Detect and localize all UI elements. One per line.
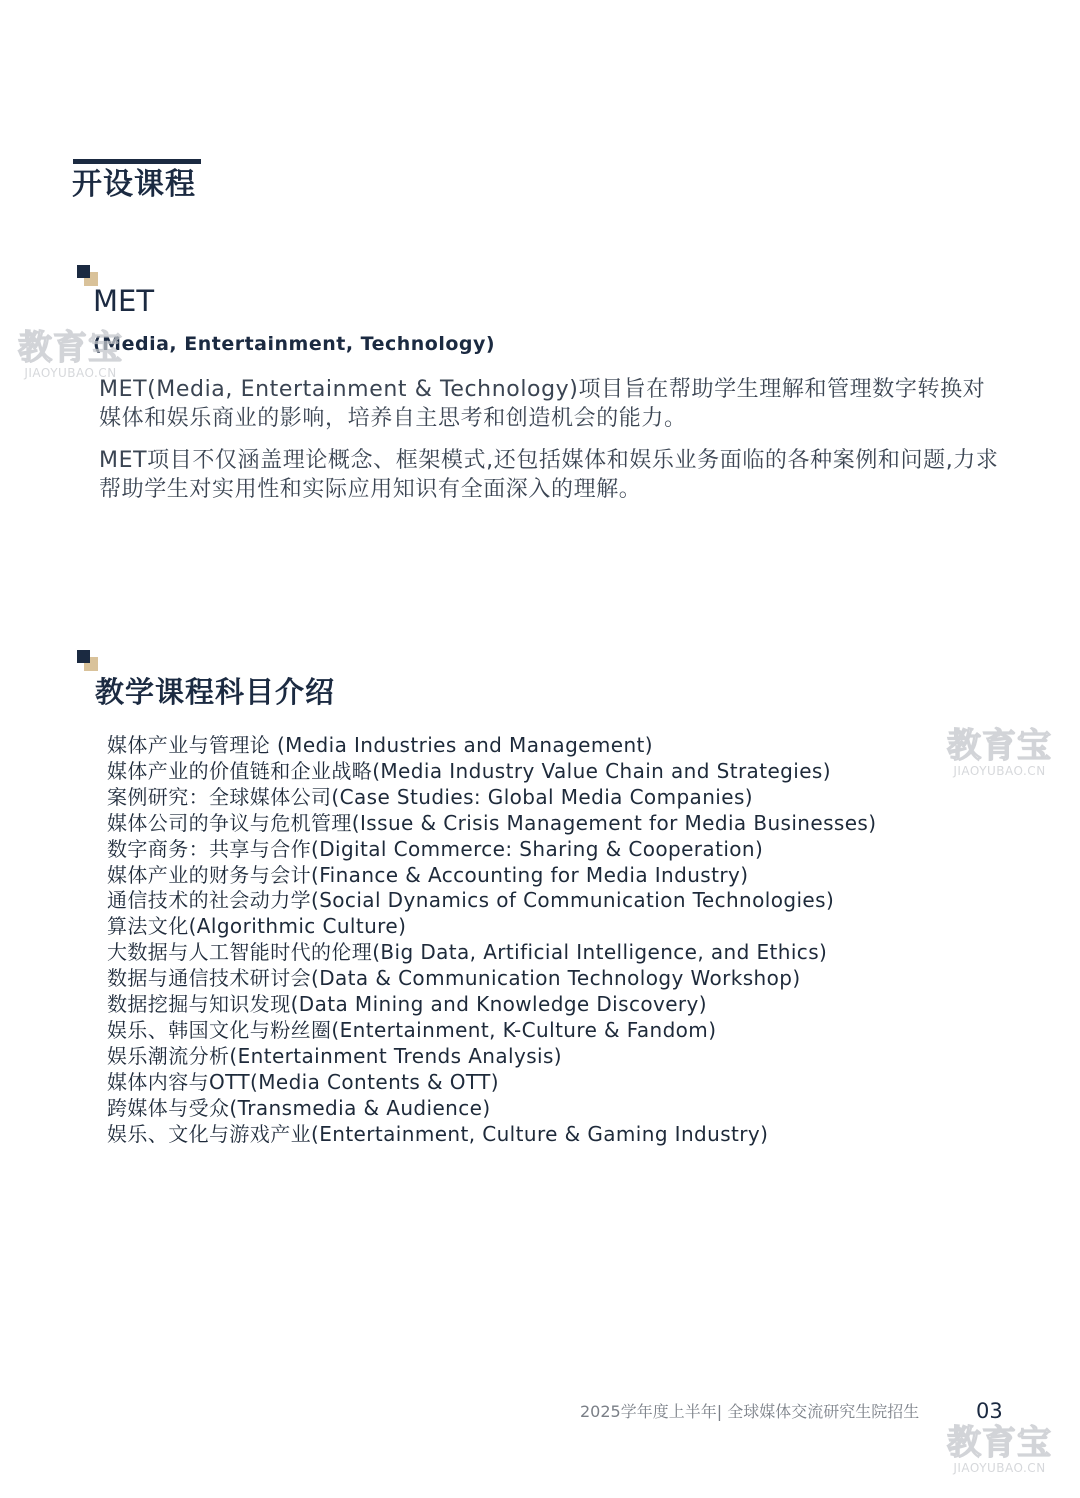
navy-square	[77, 650, 90, 663]
course-item: 娱乐、文化与游戏产业(Entertainment, Culture & Gaming Industry)	[107, 1121, 769, 1146]
met-paragraph: MET项目不仅涵盖理论概念、框架模式,还包括媒体和娱乐业务面临的各种案例和问题,力求帮助学生对实用性和实际应用知识有全面深入的理解。	[99, 448, 999, 502]
course-item: 数字商务：共享与合作(Digital Commerce: Sharing & Cooperation)	[107, 836, 764, 861]
course-item: 算法文化(Algorithmic Culture)	[107, 914, 407, 939]
course-item: 数据挖掘与知识发现(Data Mining and Knowledge Discovery)	[107, 992, 707, 1017]
watermark-main: 教育宝	[18, 328, 123, 368]
watermark-sub: JIAOYUBAO.CN	[953, 764, 1046, 778]
footer-text: 2025学年度上半年| 全球媒体交流研究生院招生	[580, 1402, 920, 1421]
met-heading: MET	[93, 284, 155, 318]
course-item: 媒体内容与OTT(Media Contents & OTT)	[107, 1069, 499, 1094]
met-paragraph: MET(Media, Entertainment & Technology)项目旨在帮助学生理解和管理数字转换对媒体和娱乐商业的影响，培养自主思考和创造机会的能力。	[99, 377, 986, 431]
course-item: 媒体产业的价值链和企业战略(Media Industry Value Chain and Strategies)	[107, 758, 831, 783]
watermark-main: 教育宝	[947, 1423, 1052, 1463]
course-item: 跨媒体与受众(Transmedia & Audience)	[107, 1095, 491, 1120]
watermark-logo	[947, 728, 1052, 778]
watermark-logo	[18, 330, 123, 380]
watermark-sub: JIAOYUBAO.CN	[24, 366, 117, 380]
watermark-sub: JIAOYUBAO.CN	[953, 1461, 1046, 1475]
met-subheading: (Media, Entertainment, Technology)	[93, 333, 496, 355]
page-number: 03	[976, 1399, 1003, 1423]
decorative-squares-icon	[77, 650, 101, 674]
course-item: 媒体产业与管理论 (Media Industries and Management)	[107, 733, 653, 757]
course-item: 案例研究：全球媒体公司(Case Studies: Global Media Companies)	[107, 784, 753, 809]
section-title: 开设课程	[72, 167, 196, 202]
course-item: 娱乐潮流分析(Entertainment Trends Analysis)	[107, 1043, 562, 1068]
course-item: 娱乐、韩国文化与粉丝圈(Entertainment, K-Culture & Fandom)	[107, 1017, 717, 1042]
course-item: 媒体公司的争议与危机管理(Issue & Crisis Management for Media Businesses)	[107, 810, 877, 835]
course-list	[107, 733, 1007, 1148]
courses-title: 教学课程科目介绍	[95, 675, 336, 709]
course-item: 数据与通信技术研讨会(Data & Communication Technology Workshop)	[107, 966, 801, 991]
watermark-logo	[947, 1425, 1052, 1475]
watermark-main: 教育宝	[947, 726, 1052, 766]
course-item: 通信技术的社会动力学(Social Dynamics of Communication Technologies)	[107, 888, 835, 913]
course-item: 大数据与人工智能时代的伦理(Big Data, Artificial Intelligence, and Ethics)	[107, 940, 828, 965]
navy-square	[77, 265, 90, 278]
course-item: 媒体产业的财务与会计(Finance & Accounting for Media Industry)	[107, 862, 749, 887]
